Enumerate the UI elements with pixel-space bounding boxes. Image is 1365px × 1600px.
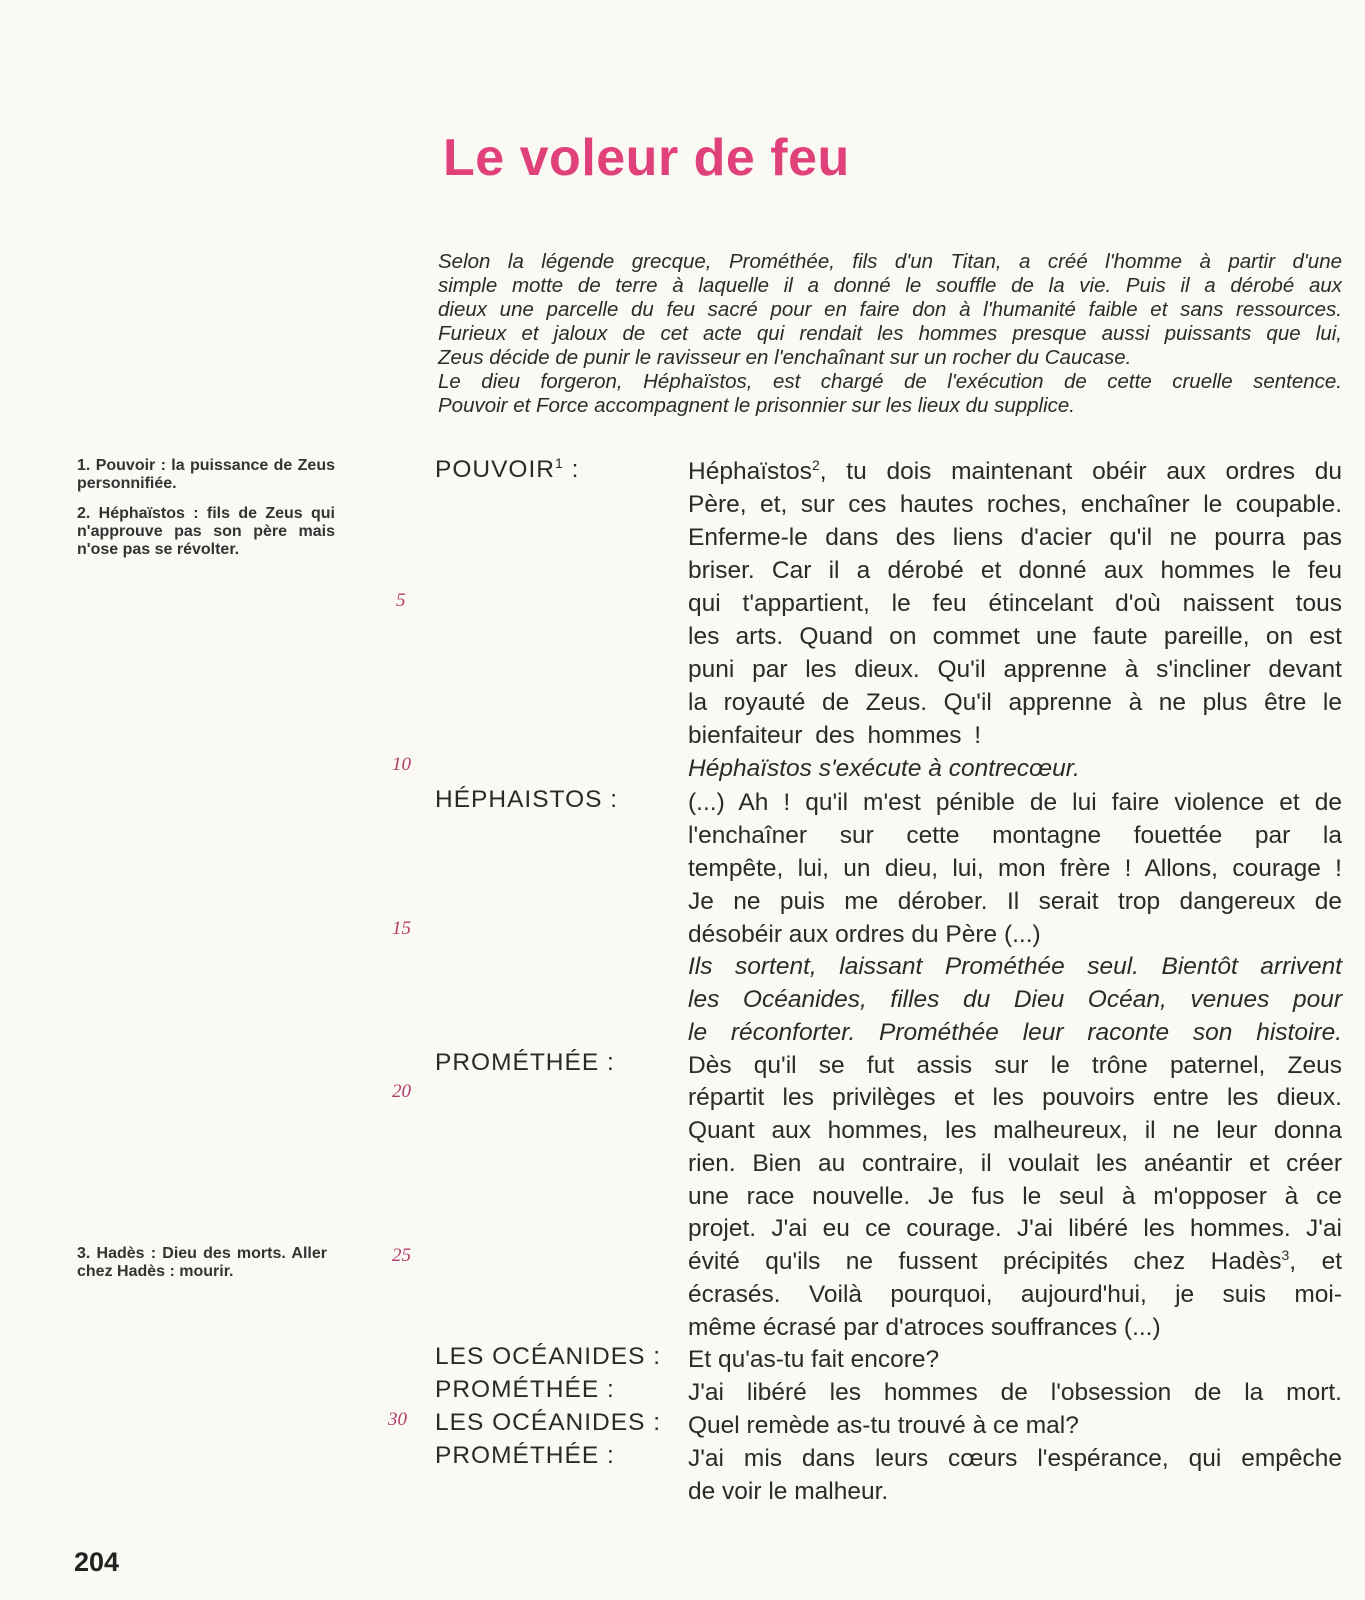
dialogue-line: Héphaïstos$^2$, tu dois maintenant obéir aux ordres du [688, 456, 1342, 485]
page-number: 204 [74, 1547, 120, 1577]
dialogue-line: une race nouvelle. Je fus le seul à m'opposer à ce [688, 1183, 1342, 1210]
speaker-pouvoir: POUVOIR$^1$ : [435, 455, 580, 484]
dialogue-line: projet. J'ai eu ce courage. J'ai libéré les hommes. J'ai [688, 1215, 1342, 1242]
dialogue-line: Dès qu'il se fut assis sur le trône paternel, Zeus [688, 1052, 1342, 1079]
dialogue-line: l'enchaîner sur cette montagne fouettée par la [688, 822, 1342, 849]
dialogue-line: Je ne puis me dérober. Il serait trop dangereux de [688, 888, 1342, 915]
dialogue-line: J'ai libéré les hommes de l'obsession de la mort. [688, 1379, 1342, 1406]
dialogue-line: de voir le malheur. [688, 1478, 889, 1505]
stage-direction: le réconforter. Prométhée leur raconte son histoire. [688, 1019, 1342, 1046]
speaker-hephaistos: HÉPHAISTOS : [435, 786, 619, 813]
dialogue-line: briser. Car il a dérobé et donné aux hommes le feu [688, 557, 1342, 584]
dialogue-line: la royauté de Zeus. Qu'il apprenne à ne plus être le [688, 689, 1342, 716]
line-number: 10 [392, 754, 411, 775]
dialogue-line: Quant aux hommes, les malheureux, il ne leur donna [688, 1117, 1342, 1144]
line-number: 20 [392, 1081, 411, 1102]
dialogue-line: Enferme-le dans des liens d'acier qu'il ne pourra pas [688, 524, 1342, 551]
intro-line: Selon la légende grecque, Prométhée, fils d'un Titan, a créé l'homme à partir d'une [438, 250, 1342, 273]
stage-direction: Héphaïstos s'exécute à contrecœur. [688, 755, 1080, 782]
intro-paragraph [438, 250, 1342, 418]
footnote-2: 2. Héphaïstos : fils de Zeus qui n'approuve pas son père mais n'ose pas se révolter. [77, 505, 335, 558]
speaker-oceanides: LES OCÉANIDES : [435, 1343, 662, 1370]
footnotes-bottom [77, 1245, 327, 1293]
dialogue-line: puni par les dieux. Qu'il apprenne à s'incliner devant [688, 656, 1342, 683]
intro-line: dieux une parcelle du feu sacré pour en faire don à l'humanité faible et sans ressources. [438, 298, 1342, 321]
speaker-oceanides: LES OCÉANIDES : [435, 1409, 662, 1436]
intro-line: Zeus décide de punir le ravisseur en l'enchaînant sur un rocher du Caucase. [438, 346, 1132, 369]
intro-line: Pouvoir et Force accompagnent le prisonnier sur les lieux du supplice. [438, 394, 1075, 417]
dialogue-line: Père, et, sur ces hautes roches, enchaîner le coupable. [688, 491, 1342, 518]
intro-line: Furieux et jaloux de cet acte qui rendait les hommes presque aussi puissants que lui, [438, 322, 1342, 345]
footnotes-top [77, 457, 335, 571]
footnote-3: 3. Hadès : Dieu des morts. Aller chez Hadès : mourir. [77, 1245, 327, 1280]
stage-direction: Ils sortent, laissant Prométhée seul. Bientôt arrivent [688, 953, 1342, 980]
dialogue-line: tempête, lui, un dieu, lui, mon frère ! Allons, courage ! [688, 855, 1342, 882]
dialogue-line: évité qu'ils ne fussent précipités chez Hadès$^3$, et [688, 1246, 1343, 1275]
dialogue-line: désobéir aux ordres du Père (...) [688, 921, 1041, 948]
line-number: 15 [392, 918, 411, 939]
dialogue-line: répartit les privilèges et les pouvoirs entre les dieux. [688, 1084, 1342, 1111]
line-number: 5 [396, 590, 406, 611]
dialogue-line: (...) Ah ! qu'il m'est pénible de lui faire violence et de [688, 789, 1342, 816]
stage-direction: les Océanides, filles du Dieu Océan, venues pour [688, 986, 1342, 1013]
speaker-promethee: PROMÉTHÉE : [435, 1049, 615, 1076]
footnote-1: 1. Pouvoir : la puissance de Zeus personnifiée. [77, 457, 335, 492]
dialogue-line: J'ai mis dans leurs cœurs l'espérance, qui empêche [688, 1445, 1342, 1472]
dialogue-line: écrasés. Voilà pourquoi, aujourd'hui, je suis moi- [688, 1281, 1342, 1308]
line-number: 25 [392, 1245, 411, 1266]
dialogue-line: Et qu'as-tu fait encore? [688, 1346, 940, 1373]
line-number: 30 [388, 1409, 407, 1430]
speaker-promethee: PROMÉTHÉE : [435, 1376, 615, 1403]
dialogue-line: qui t'appartient, le feu étincelant d'où naissent tous [688, 590, 1342, 617]
intro-line: simple motte de terre à laquelle il a donné le souffle de la vie. Puis il a dérobé aux [438, 274, 1342, 297]
dialogue-line: Quel remède as-tu trouvé à ce mal? [688, 1412, 1079, 1439]
dialogue-line: les arts. Quand on commet une faute pareille, on est [688, 623, 1342, 650]
dialogue-line: même écrasé par d'atroces souffrances (...) [688, 1314, 1161, 1341]
dialogue-line: bienfaiteur des hommes ! [688, 722, 982, 749]
intro-line: Le dieu forgeron, Héphaïstos, est chargé de l'exécution de cette cruelle sentence. [438, 370, 1342, 393]
dialogue-line: rien. Bien au contraire, il voulait les anéantir et créer [688, 1150, 1342, 1177]
speaker-promethee: PROMÉTHÉE : [435, 1442, 615, 1469]
page-title: Le voleur de feu [443, 129, 850, 187]
